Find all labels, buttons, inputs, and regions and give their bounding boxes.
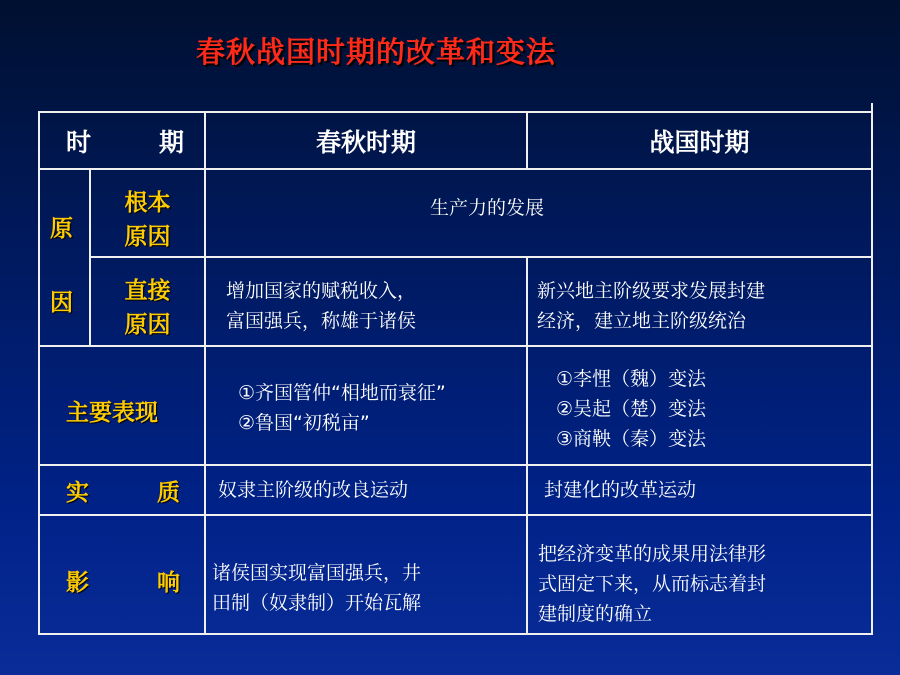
header-warring-states: 战国时期	[649, 127, 750, 157]
influence-spring	[212, 558, 421, 618]
manifestation-warring-line1: ①李悝（魏）变法	[556, 368, 707, 390]
fundamental-cause-label	[91, 184, 204, 256]
header-period-char2: 期	[158, 127, 184, 157]
essence-label-char2: 质	[157, 478, 180, 506]
cause-label-char2: 因	[50, 288, 73, 316]
manifestation-spring-line2: ②鲁国“初税亩”	[238, 412, 370, 434]
fundamental-cause-label-line1: 根本	[124, 189, 171, 216]
header-period-char1: 时	[66, 127, 92, 157]
influence-warring	[538, 539, 766, 629]
influence-label-char1: 影	[66, 568, 89, 596]
cause-label-char1: 原	[50, 214, 73, 242]
influence-label-char2: 响	[157, 568, 180, 596]
direct-cause-spring-line1: 增加国家的赋税收入，	[226, 280, 417, 302]
direct-cause-spring	[226, 276, 416, 336]
essence-warring: 封建化的改革运动	[544, 479, 697, 501]
influence-spring-line1: 诸侯国实现富国强兵，井	[212, 562, 422, 584]
manifestation-label: 主要表现	[66, 398, 158, 426]
manifestation-warring-line2: ②吴起（楚）变法	[556, 398, 707, 420]
direct-cause-spring-line2: 富国强兵，称雄于诸侯	[226, 310, 417, 332]
influence-warring-line1: 把经济变革的成果用法律形	[538, 543, 767, 565]
manifestation-warring	[556, 364, 706, 454]
fundamental-cause-label-line2: 原因	[124, 223, 171, 250]
influence-warring-line3: 建制度的确立	[538, 603, 653, 625]
page-title: 春秋战国时期的改革和变法	[196, 35, 557, 69]
direct-cause-warring-line1: 新兴地主阶级要求发展封建	[537, 280, 766, 302]
manifestation-warring-line3: ③商鞅（秦）变法	[556, 428, 707, 450]
direct-cause-warring	[537, 276, 765, 336]
manifestation-spring-line1: ①齐国管仲“相地而衰征”	[238, 382, 446, 404]
header-period	[66, 113, 184, 168]
direct-cause-label-line2: 原因	[124, 311, 171, 338]
direct-cause-warring-line2: 经济，建立地主阶级统治	[537, 310, 747, 332]
influence-spring-line2: 田制（奴隶制）开始瓦解	[212, 592, 422, 614]
influence-warring-line2: 式固定下来，从而标志着封	[538, 573, 767, 595]
direct-cause-label	[91, 272, 204, 344]
essence-label	[66, 466, 180, 514]
influence-label	[66, 560, 180, 600]
essence-label-char1: 实	[66, 478, 89, 506]
header-spring-autumn: 春秋时期	[315, 127, 416, 157]
fundamental-cause-value: 生产力的发展	[430, 197, 545, 219]
essence-spring: 奴隶主阶级的改良运动	[218, 479, 409, 501]
direct-cause-label-line1: 直接	[124, 277, 171, 304]
manifestation-spring	[238, 378, 446, 438]
